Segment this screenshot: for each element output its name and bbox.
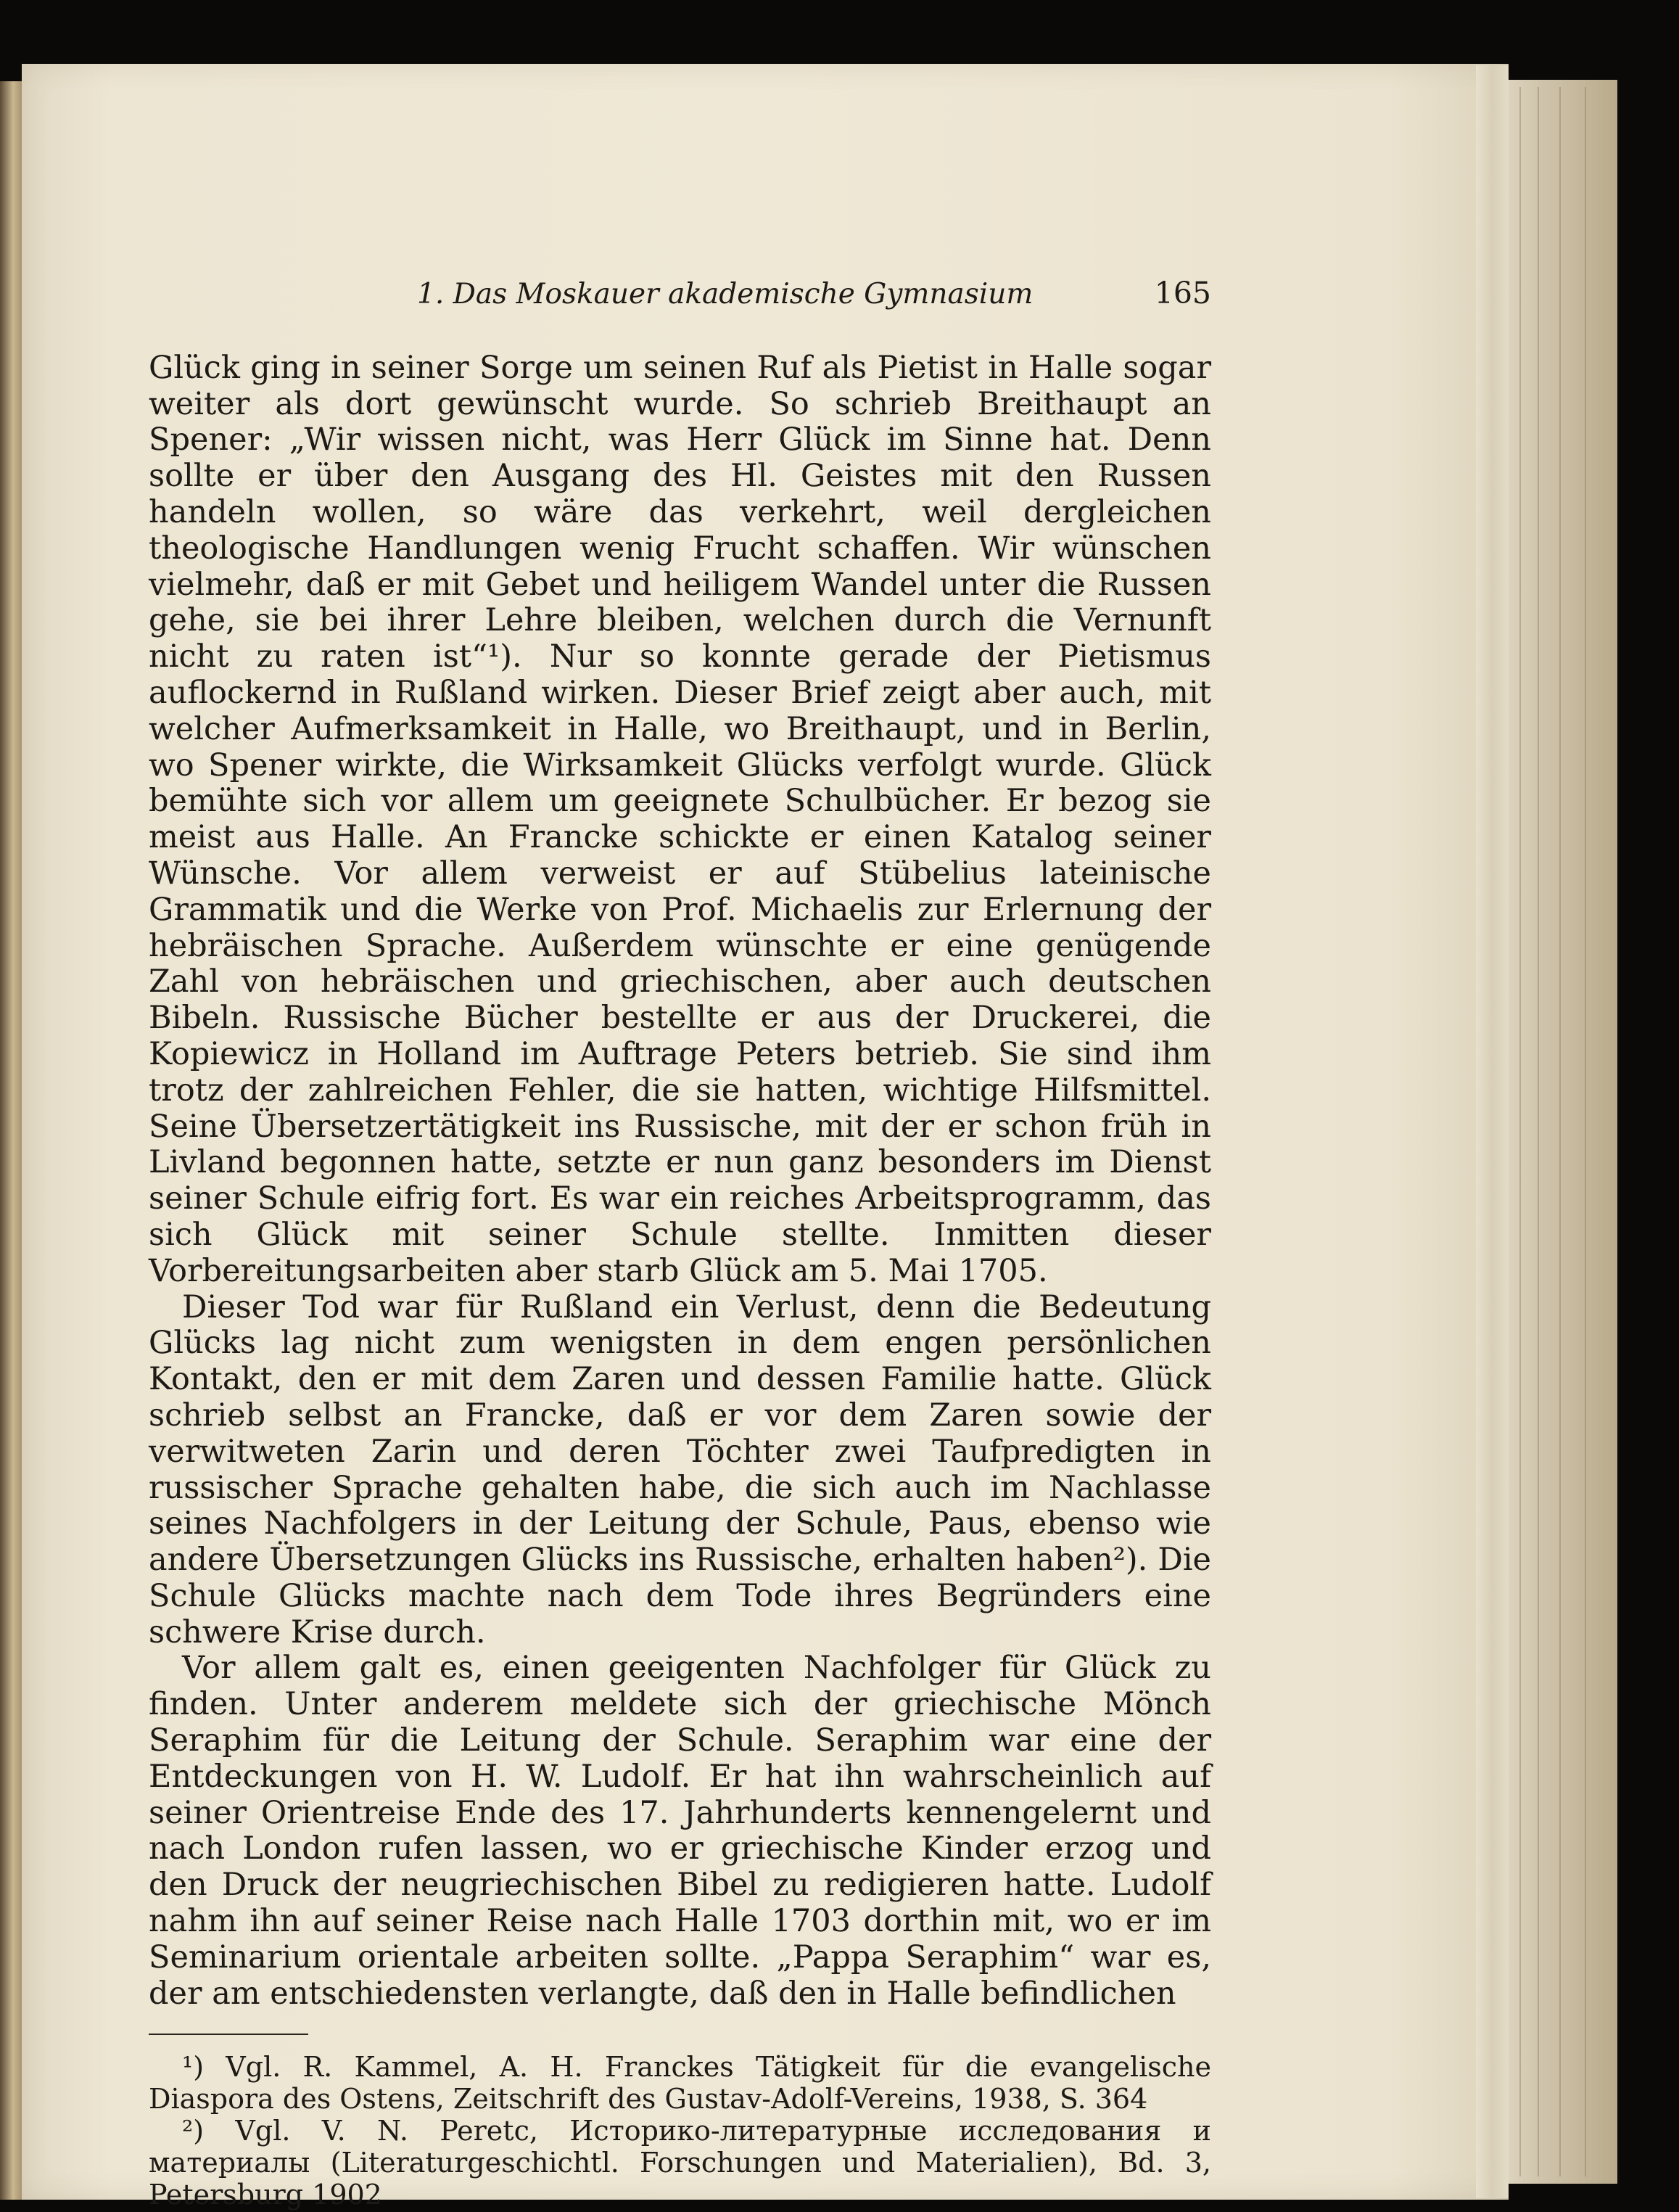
edge-line xyxy=(1519,87,1521,2176)
page-fore-edge xyxy=(1476,65,1509,2198)
edge-line xyxy=(1559,87,1561,2176)
left-page-edge xyxy=(0,81,22,2200)
chapter-title: 1. Das Moskauer akademische Gymnasium xyxy=(417,278,1034,311)
book-edge xyxy=(1509,80,1617,2184)
paragraph: Dieser Tod war für Rußland ein Verlust, denn die Bedeutung Glücks lag nicht zum wenigsten in dem engen persönlichen Kontakt, den er mit dem Zaren und dessen Familie hatte. Glück schrieb selbst an Francke, daß er vor dem Zaren sowie der verwitweten Zarin und deren Töchter zwei Taufpredigten in russischer Sprache gehalten habe, die sich auch im Nachlasse seines Nachfolgers in der Leitung der Schule, Paus, ebenso wie andere Übersetzungen Glücks ins Russische, erhalten haben²). Die Schule Glücks machte nach dem Tode ihres Begründers eine schwere Krise durch. xyxy=(149,1288,1211,1650)
running-header xyxy=(149,276,1211,313)
edge-line xyxy=(1585,87,1586,2176)
page-number: 165 xyxy=(1154,276,1211,311)
paragraph: Glück ging in seiner Sorge um seinen Ruf als Pietist in Halle sogar weiter als dort gewünscht wurde. So schrieb Breithaupt an Spener: „Wir wissen nicht, was Herr Glück im Sinne hat. Denn sollte er über den Ausgang des Hl. Geistes mit den Russen handeln wollen, so wäre das verkehrt, weil dergleichen theologische Handlungen wenig Frucht schaffen. Wir wünschen vielmehr, daß er mit Gebet und heiligem Wandel unter die Russen gehe, sie bei ihrer Lehre bleiben, welchen durch die Vernunft nicht zu raten ist“¹). Nur so konnte gerade der Pietismus auflockernd in Rußland wirken. Dieser Brief zeigt aber auch, mit welcher Aufmerksamkeit in Halle, wo Breithaupt, und in Berlin, wo Spener wirkte, die Wirksamkeit Glücks verfolgt wurde. Glück bemühte sich vor allem um geeignete Schulbücher. Er bezog sie meist aus Halle. An Francke schickte er einen Katalog seiner Wünsche. Vor allem verweist er auf Stübelius lateinische Grammatik und die Werke von Prof. Michaelis zur Erlernung der hebräischen Sprache. Außerdem wünschte er eine genügende Zahl von hebräischen und griechischen, aber auch deutschen Bibeln. Russische Bücher bestellte er aus der Druckerei, die Kopiewicz in Holland im Auftrage Peters betrieb. Sie sind ihm trotz der zahlreichen Fehler, die sie hatten, wichtige Hilfsmittel. Seine Übersetzertätigkeit ins Russische, mit der er schon früh in Livland begonnen hatte, setzte er nun ganz besonders im Dienst seiner Schule eifrig fort. Es war ein reiches Arbeitsprogramm, das sich Glück mit seiner Schule stellte. Inmitten dieser Vorbereitungsarbeiten aber starb Glück am 5. Mai 1705. xyxy=(149,349,1211,1289)
paragraph: Vor allem galt es, einen geeigenten Nachfolger für Glück zu finden. Unter anderem meldete sich der griechische Mönch Seraphim für die Leitung der Schule. Seraphim war eine der Entdeckungen von H. W. Ludolf. Er hat ihn wahrscheinlich auf seiner Orientreise Ende des 17. Jahrhunderts kennengelernt und nach London rufen lassen, wo er griechische Kinder erzog und den Druck der neugriechischen Bibel zu redigieren hatte. Ludolf nahm ihn auf seiner Reise nach Halle 1703 dorthin mit, wo er im Seminarium orientale arbeiten sollte. „Pappa Seraphim“ war es, der am entschiedensten verlangte, daß den in Halle befindlichen xyxy=(149,1650,1211,2012)
footnote: ¹) Vgl. R. Kammel, A. H. Franckes Tätigkeit für die evangelische Diaspora des Ostens, Zeitschrift des Gustav-Adolf-Vereins, 1938, S. 364 xyxy=(149,2051,1211,2116)
page-content xyxy=(149,276,1211,2211)
footnote-rule xyxy=(149,2034,308,2035)
footnote: ²) Vgl. V. N. Peretc, Историко-литературные исследования и материалы (Literaturgeschichtl. Forschungen und Materialien), Bd. 3, Petersburg 1902 xyxy=(149,2115,1211,2211)
edge-line xyxy=(1538,87,1539,2176)
